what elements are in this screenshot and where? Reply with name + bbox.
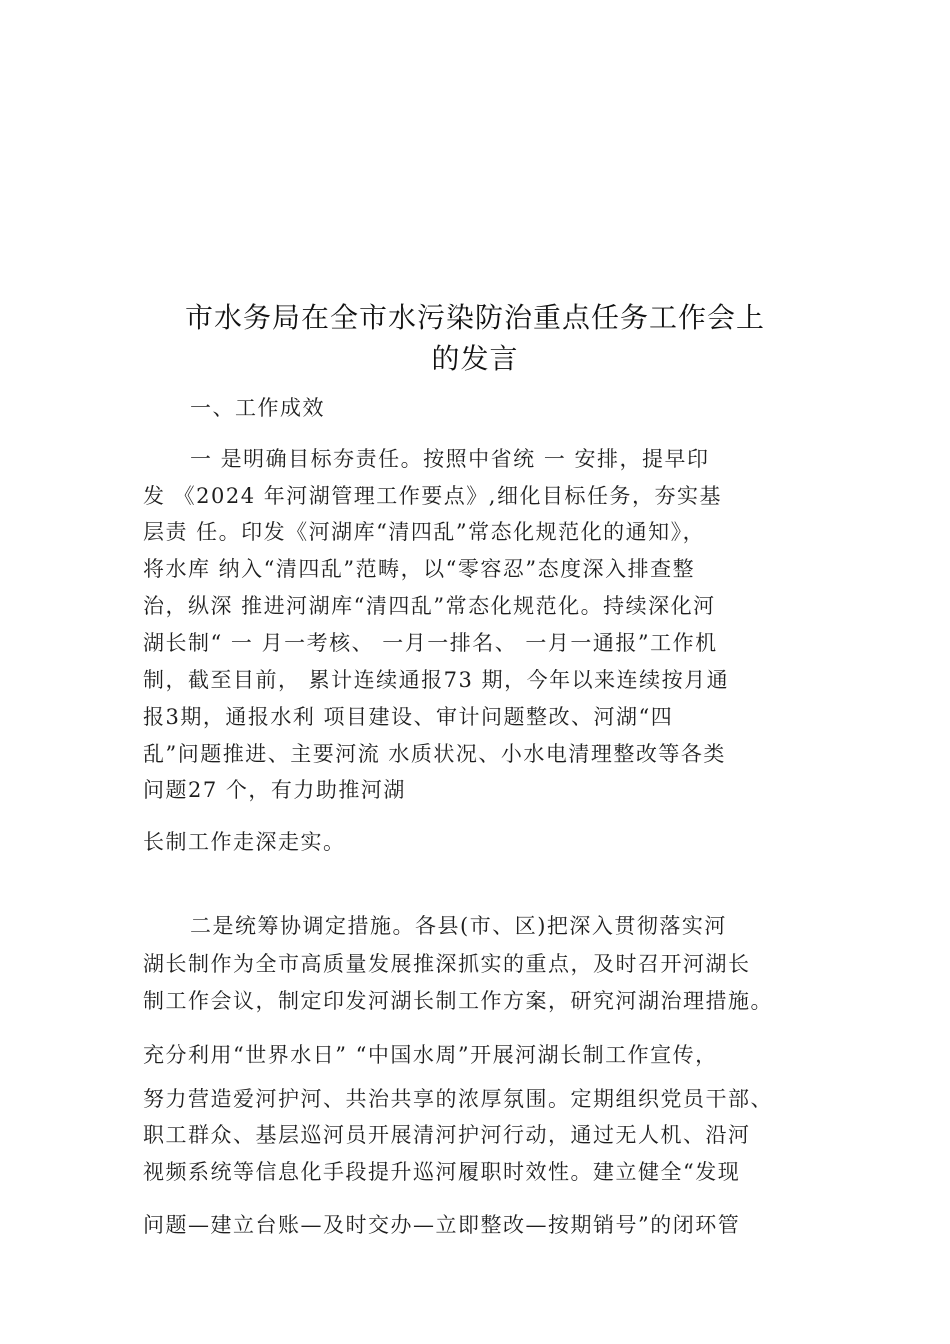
document-title-line-2: 的发言 xyxy=(431,342,519,375)
paragraph-2-line: 湖长制作为全市高质量发展推深抓实的重点，及时召开河湖长 xyxy=(143,952,751,976)
paragraph-1-line: 一 是明确目标夯责任。按照中省统 一 安排，提早印 xyxy=(190,447,710,471)
paragraph-2-line: 充分利用“世界水日” “中国水周”开展河湖长制工作宣传， xyxy=(143,1043,718,1067)
paragraph-2-line: 视频系统等信息化手段提升巡河履职时效性。建立健全“发现 xyxy=(143,1160,741,1184)
paragraph-2-line: 制工作会议，制定印发河湖长制工作方案，研究河湖治理措施。 xyxy=(143,989,773,1013)
paragraph-1-line: 治，纵深 推进河湖库“清四乱”常态化规范化。持续深化河 xyxy=(143,594,716,618)
document-title-line-1: 市水务局在全市水污染防治重点任务工作会上 xyxy=(184,301,765,334)
section-heading: 一、工作成效 xyxy=(190,396,325,420)
paragraph-1-line: 长制工作走深走实。 xyxy=(143,830,346,854)
paragraph-1-line: 发 《2024 年河湖管理工作要点》,细化目标任务，夯实基 xyxy=(143,484,722,508)
paragraph-1-line: 制，截至目前， 累计连续通报73 期，今年以来连续按月通 xyxy=(143,668,730,692)
paragraph-1-line: 湖长制“ 一 月一考核、 一月一排名、 一月一通报”工作机 xyxy=(143,631,718,655)
paragraph-1-line: 将水库 纳入“清四乱”范畴，以“零容忍”态度深入排查整 xyxy=(143,557,696,581)
paragraph-2-line: 问题—建立台账—及时交办—立即整改—按期销号”的闭环管 xyxy=(143,1213,741,1237)
paragraph-2-line: 职工群众、基层巡河员开展清河护河行动，通过无人机、沿河 xyxy=(143,1123,751,1147)
paragraph-1-line: 乱”问题推进、主要河流 水质状况、小水电清理整改等各类 xyxy=(143,742,726,766)
paragraph-1-line: 问题27 个，有力助推河湖 xyxy=(143,778,406,802)
paragraph-2-line: 努力营造爱河护河、共治共享的浓厚氛围。定期组织党员干部、 xyxy=(143,1087,773,1111)
paragraph-1-line: 报3期，通报水利 项目建设、审计问题整改、河湖“四 xyxy=(143,705,674,729)
paragraph-2-line: 二是统筹协调定措施。各县(市、区)把深入贯彻落实河 xyxy=(190,914,727,938)
paragraph-1-line: 层责 任。印发《河湖库“清四乱”常态化规范化的通知》， xyxy=(143,520,706,544)
